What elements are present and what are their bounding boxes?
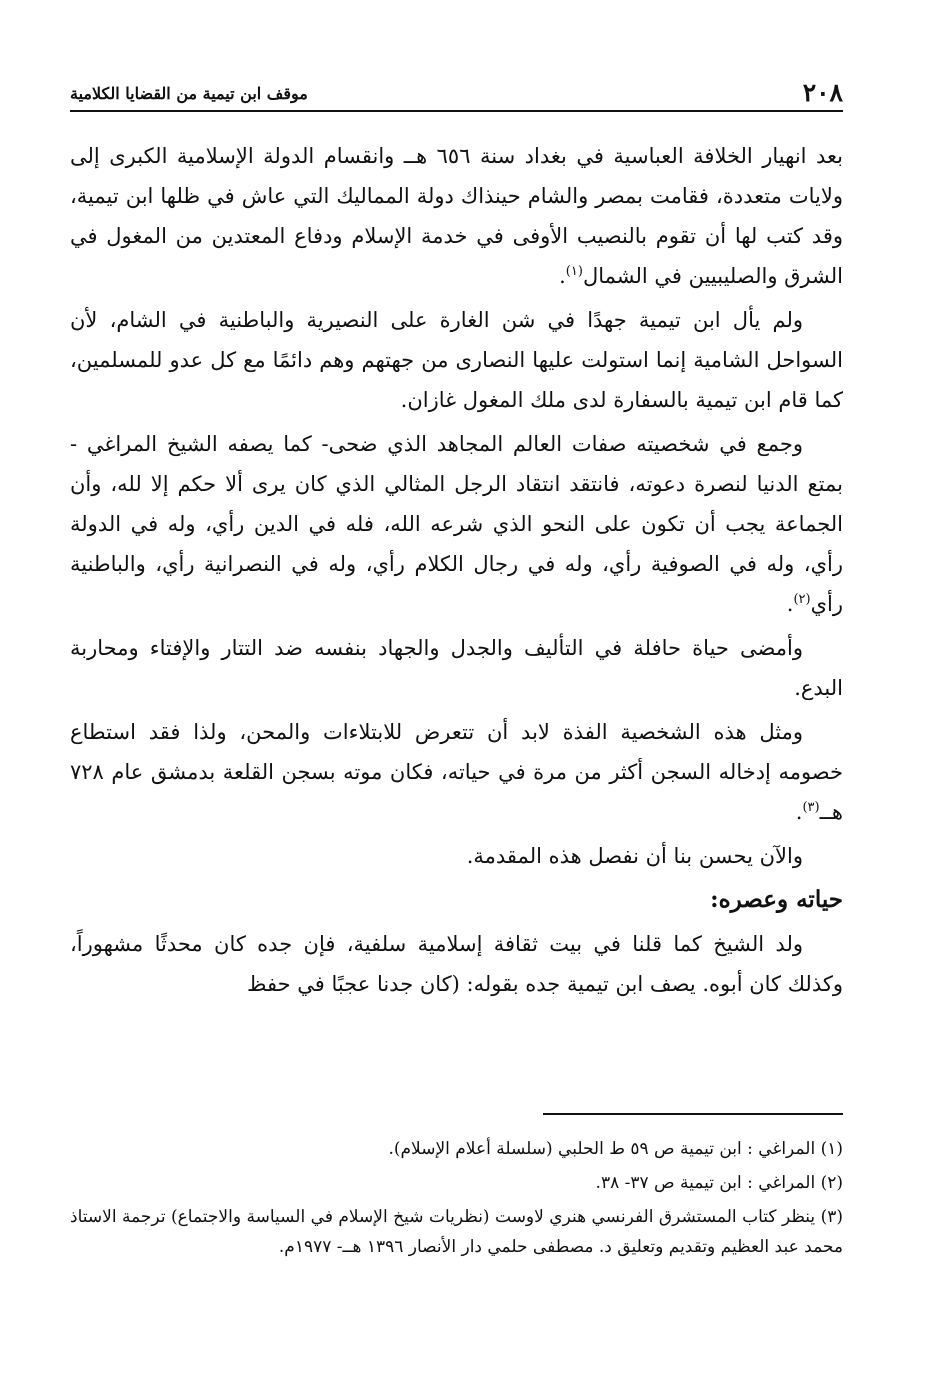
header-divider [70, 110, 843, 112]
footnote-3: (٣) ينظر كتاب المستشرق الفرنسي هنري لاوست (نظريات شيخ الإسلام في السياسة والاجتماع) ترجمة الاستاذ محمد عبد العظيم وتقديم وتعليق د. مصطفى حلمي دار الأنصار ١٣٩٦ هــ- ١٩٧٧م. [70, 1207, 844, 1257]
paragraph-6: والآن يحسن بنا أن نفصل هذه المقدمة. [466, 844, 803, 868]
page-number: ٢٠٨ [802, 78, 843, 107]
footnote-ref-2: (٢) [793, 592, 811, 607]
page-header [70, 78, 843, 114]
footnote-2: (٢) المراغي : ابن تيمية ص ٣٧- ٣٨. [595, 1173, 843, 1193]
paragraph-5: ومثل هذه الشخصية الفذة لابد أن تتعرض للابتلاءات والمحن، ولذا فقد استطاع خصومه إدخاله السجن أكثر من مرة في حياته، فكان موته بسجن القلعة بدمشق عام ٧٢٨ هــ$^{(٣)}$. [70, 720, 843, 824]
running-title: موقف ابن تيمية من القضايا الكلامية [70, 84, 308, 103]
section-heading: حياته وعصره: [710, 886, 843, 913]
footnote-ref-1: (١) [565, 264, 583, 279]
paragraph-1: بعد انهيار الخلافة العباسية في بغداد سنة ٦٥٦ هــ وانقسام الدولة الإسلامية الكبرى إلى ولايات متعددة، فقامت بمصر والشام حينذاك دولة المماليك التي عاش في ظلها ابن تيمية، وقد كتب لها أن تقوم بالنصيب الأوفى في خدمة الإسلام ودفاع المعتدين من المغول في الشرق والصليبيين في الشمال$^{(١)}$. [70, 144, 843, 288]
paragraph-4: وأمضى حياة حافلة في التأليف والجدل والجهاد بنفسه ضد التتار والإفتاء ومحاربة البدع. [70, 636, 843, 700]
paragraph-2: ولم يأل ابن تيمية جهدًا في شن الغارة على النصيرية والباطنية في الشام، لأن السواحل الشامية إنما استولت عليها النصارى من جهتهم وهم دائمًا مع كل عدو للمسلمين، كما قام ابن تيمية بالسفارة لدى ملك المغول غازان. [70, 308, 843, 412]
footnote-divider [543, 1113, 843, 1115]
paragraph-3: وجمع في شخصيته صفات العالم المجاهد الذي ضحى- كما يصفه الشيخ المراغي - بمتع الدنيا لنصرة دعوته، فانتقد انتقاد الرجل المثالي الذي كان يرى ألا حكم إلا لله، وأن الجماعة يجب أن تكون على النحو الذي شرعه الله، فله في الدين رأي، وله في الدولة رأي، وله في الصوفية رأي، وله في رجال الكلام رأي، وله في النصرانية رأي، والباطنية رأي$^{(٢)}$. [70, 432, 844, 616]
footnotes [70, 1134, 843, 1266]
paragraph-7: ولد الشيخ كما قلنا في بيت ثقافة إسلامية سلفية، فإن جده كان محدثًا مشهوراً، وكذلك كان أبوه. يصف ابن تيمية جده بقوله: (كان جدنا عجبًا في حفظ [70, 932, 843, 996]
main-text [70, 136, 843, 1008]
footnote-1: (١) المراغي : ابن تيمية ص ٥٩ ط الحلبي (سلسلة أعلام الإسلام). [388, 1139, 843, 1159]
footnote-ref-3: (٣) [802, 800, 820, 815]
